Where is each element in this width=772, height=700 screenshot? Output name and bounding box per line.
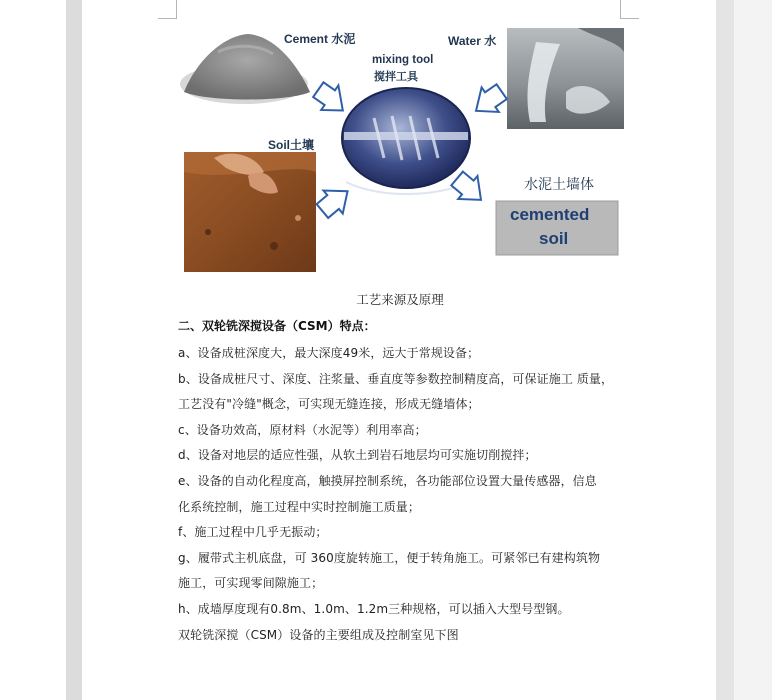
text-line: 化系统控制，施工过程中实时控制施工质量； [178, 500, 421, 514]
right-page-shadow [716, 0, 734, 700]
text-line: d、设备对地层的适应性强，从软土到岩石地层均可实施切削搅拌； [178, 448, 537, 462]
text-line: a、设备成桩深度大，最大深度49米，远大于常规设备； [178, 346, 480, 360]
text-line: h、成墙厚度现有0.8m、1.0m、1.2m三种规格，可以插入大型号型钢。 [178, 602, 570, 616]
cemented-label: cemented [510, 205, 590, 224]
mixing-tool-label-cn: 搅拌工具 [374, 71, 418, 83]
arrow-left-down-icon [467, 79, 510, 122]
text-line: b、设备成桩尺寸、深度、注浆量、垂直度等参数控制精度高，可保证施工 质量， [178, 372, 614, 386]
text-line: 工艺没有"冷缝"概念，可实现无缝连接，形成无缝墙体； [178, 397, 480, 411]
text-line: e、设备的自动化程度高，触摸屏控制系统，各功能部位设置大量传感器，信息 [178, 474, 597, 488]
arrow-right-down-icon [310, 77, 353, 120]
text-line: c、设备功效高，原材料（水泥等）利用率高； [178, 423, 427, 437]
left-page-shadow [66, 0, 82, 700]
text-line: 施工，可实现零间隙施工； [178, 576, 324, 590]
soil-label: Soil土壤 [268, 138, 315, 152]
soil-result-label: soil [539, 229, 569, 248]
right-margin [734, 0, 772, 700]
process-principle-figure [178, 22, 628, 280]
wall-label: 水泥土墙体 [524, 176, 594, 192]
mixing-tool-label: mixing tool [372, 54, 434, 66]
cement-label: Cement 水泥 [284, 32, 356, 46]
section-heading: 二、双轮铣深搅设备（CSM）特点： [178, 319, 376, 333]
soil-image [184, 152, 316, 272]
arrow-down-right-icon [447, 167, 491, 211]
text-line: 双轮铣深搅（CSM）设备的主要组成及控制室见下图 [178, 628, 459, 642]
text-line: g、履带式主机底盘，可 360度旋转施工，便于转角施工。可紧邻已有建构筑物 [178, 551, 601, 565]
arrow-right-up-icon [313, 179, 357, 223]
crop-mark-right [620, 0, 639, 19]
figure-caption: 工艺来源及原理 [356, 292, 444, 307]
mixing-tool-image [342, 88, 470, 194]
crop-mark-left [158, 0, 177, 19]
left-margin [0, 0, 66, 700]
water-image [507, 28, 624, 129]
text-line: f、施工过程中几乎无振动； [178, 525, 328, 539]
water-label: Water 水 [448, 34, 497, 48]
